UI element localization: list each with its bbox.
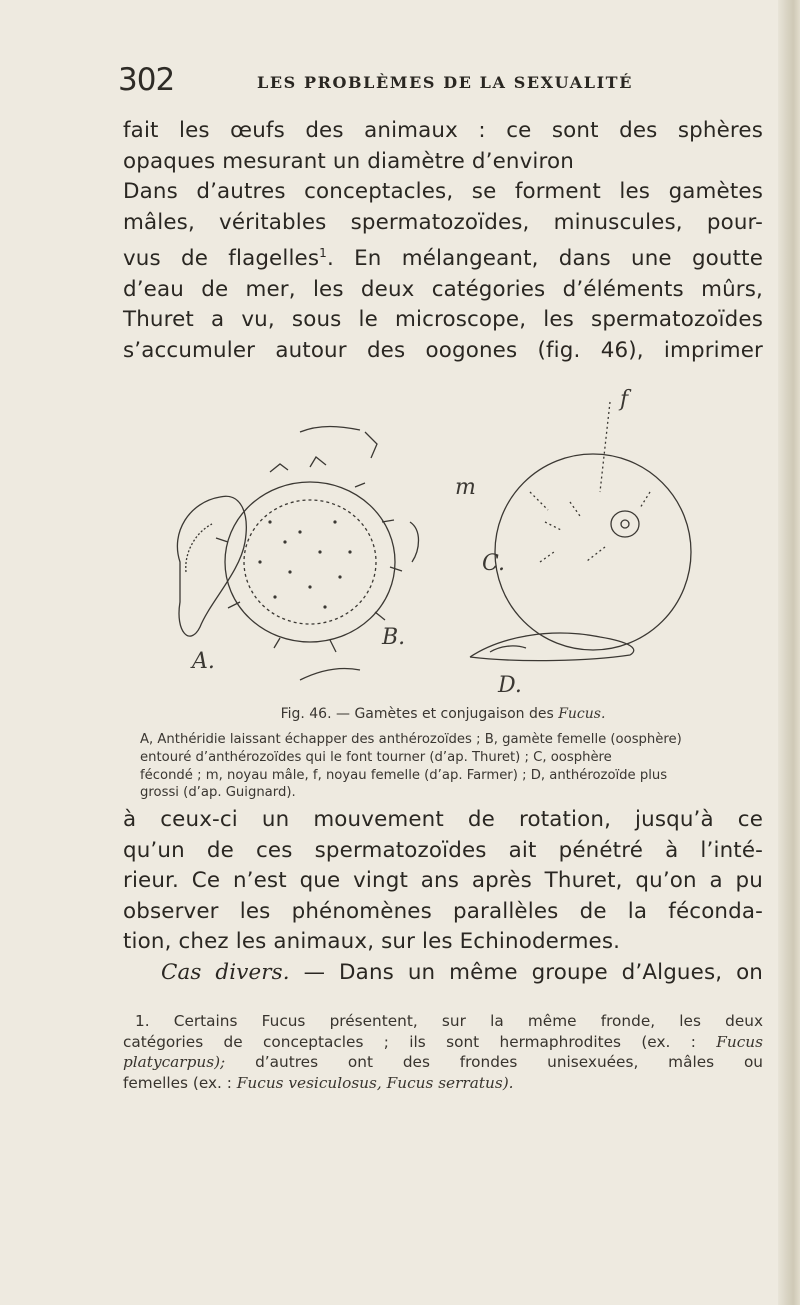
running-title: LES PROBLÈMES DE LA SEXUALITÉ bbox=[257, 73, 633, 92]
paragraph-1 bbox=[123, 116, 763, 366]
footnote bbox=[123, 1011, 763, 1093]
text-fragment: — Dans un même groupe d’Algues, on bbox=[289, 959, 764, 985]
footnote-line bbox=[123, 1073, 763, 1094]
figure-caption-body bbox=[140, 731, 760, 802]
caption-line: fécondé ; m, noyau mâle, f, noyau femelle (d’ap. Farmer) ; D, anthérozoïde plus bbox=[140, 767, 668, 783]
footnote-line: 1. Certains Fucus présentent, sur la même fronde, les deux bbox=[135, 1012, 763, 1030]
text-fragment: femelles (ex. : bbox=[123, 1073, 232, 1092]
page-number: 302 bbox=[118, 62, 175, 98]
text-line: s’accumuler autour des oogones (fig. 46), imprimer bbox=[123, 337, 763, 363]
footnote-line bbox=[123, 1032, 763, 1053]
footnote-mark: 1 bbox=[319, 246, 327, 260]
text-line: d’eau de mer, les deux catégories d’éléments mûrs, bbox=[123, 276, 763, 302]
text-fragment: vus de flagelles bbox=[123, 246, 320, 272]
text-line: à ceux-ci un mouvement de rotation, jusqu’à ce bbox=[123, 807, 763, 832]
text-line: Dans d’autres conceptacles, se forment les gamètes bbox=[123, 179, 763, 204]
caption-line: grossi (d’ap. Guignard). bbox=[140, 785, 296, 801]
text-line: observer les phénomènes parallèles de la féconda- bbox=[123, 898, 763, 924]
text-line: qu’un de ces spermatozoïdes ait pénétré à l’inté- bbox=[123, 837, 763, 863]
text-line: opaques mesurant un diamètre d’environ bbox=[123, 148, 574, 174]
figure-label-c: C. bbox=[482, 551, 506, 576]
text-line bbox=[123, 958, 763, 989]
figure-caption-title bbox=[123, 706, 763, 722]
footnote-line bbox=[123, 1052, 763, 1073]
text-line: tion, chez les animaux, sur les Echinodermes. bbox=[123, 929, 621, 954]
text-line: mâles, véritables spermatozoïdes, minuscules, pour- bbox=[123, 209, 763, 235]
page-header bbox=[118, 62, 678, 102]
page-edge bbox=[778, 0, 800, 1305]
text-fragment: . En mélangeant, dans une goutte bbox=[326, 246, 763, 272]
cas-divers-heading: Cas divers. bbox=[161, 959, 290, 985]
text-fragment: Fucus bbox=[716, 1032, 764, 1051]
oosphere-drawing bbox=[470, 402, 691, 661]
caption-title-text: Fig. 46. — Gamètes et conjugaison des bbox=[280, 706, 554, 722]
caption-line: entouré d’anthérozoïdes qui le font tourner (d’ap. Thuret) ; C, oosphère bbox=[140, 749, 612, 765]
figure-label-a: A. bbox=[192, 649, 215, 674]
figure-46-illustration bbox=[150, 372, 750, 702]
text-line bbox=[123, 238, 763, 275]
figure-label-b: B. bbox=[382, 625, 406, 650]
figure-label-d: D. bbox=[498, 673, 522, 698]
figure-label-m: m bbox=[455, 475, 476, 500]
text-fragment: d’autres ont des frondes unisexuées, mâles ou bbox=[225, 1053, 763, 1071]
caption-line: A, Anthéridie laissant échapper des anthérozoïdes ; B, gamète femelle (oosphère) bbox=[140, 732, 682, 747]
text-fragment: platycarpus); bbox=[123, 1053, 226, 1071]
text-line: fait les œufs des animaux : ce sont des sphères bbox=[123, 118, 763, 143]
paragraph-2 bbox=[123, 805, 763, 988]
text-fragment: catégories de conceptacles ; ils sont hermaphrodites (ex. : bbox=[123, 1032, 696, 1051]
caption-title-italic: Fucus. bbox=[558, 706, 606, 722]
figure-label-f: f bbox=[620, 387, 629, 412]
text-line: rieur. Ce n’est que vingt ans après Thuret, qu’on a pu bbox=[123, 868, 763, 893]
text-line: Thuret a vu, sous le microscope, les spermatozoïdes bbox=[123, 307, 763, 333]
text-fragment: Fucus vesiculosus, Fucus serratus). bbox=[236, 1073, 514, 1092]
antheridium-dots bbox=[258, 520, 351, 608]
